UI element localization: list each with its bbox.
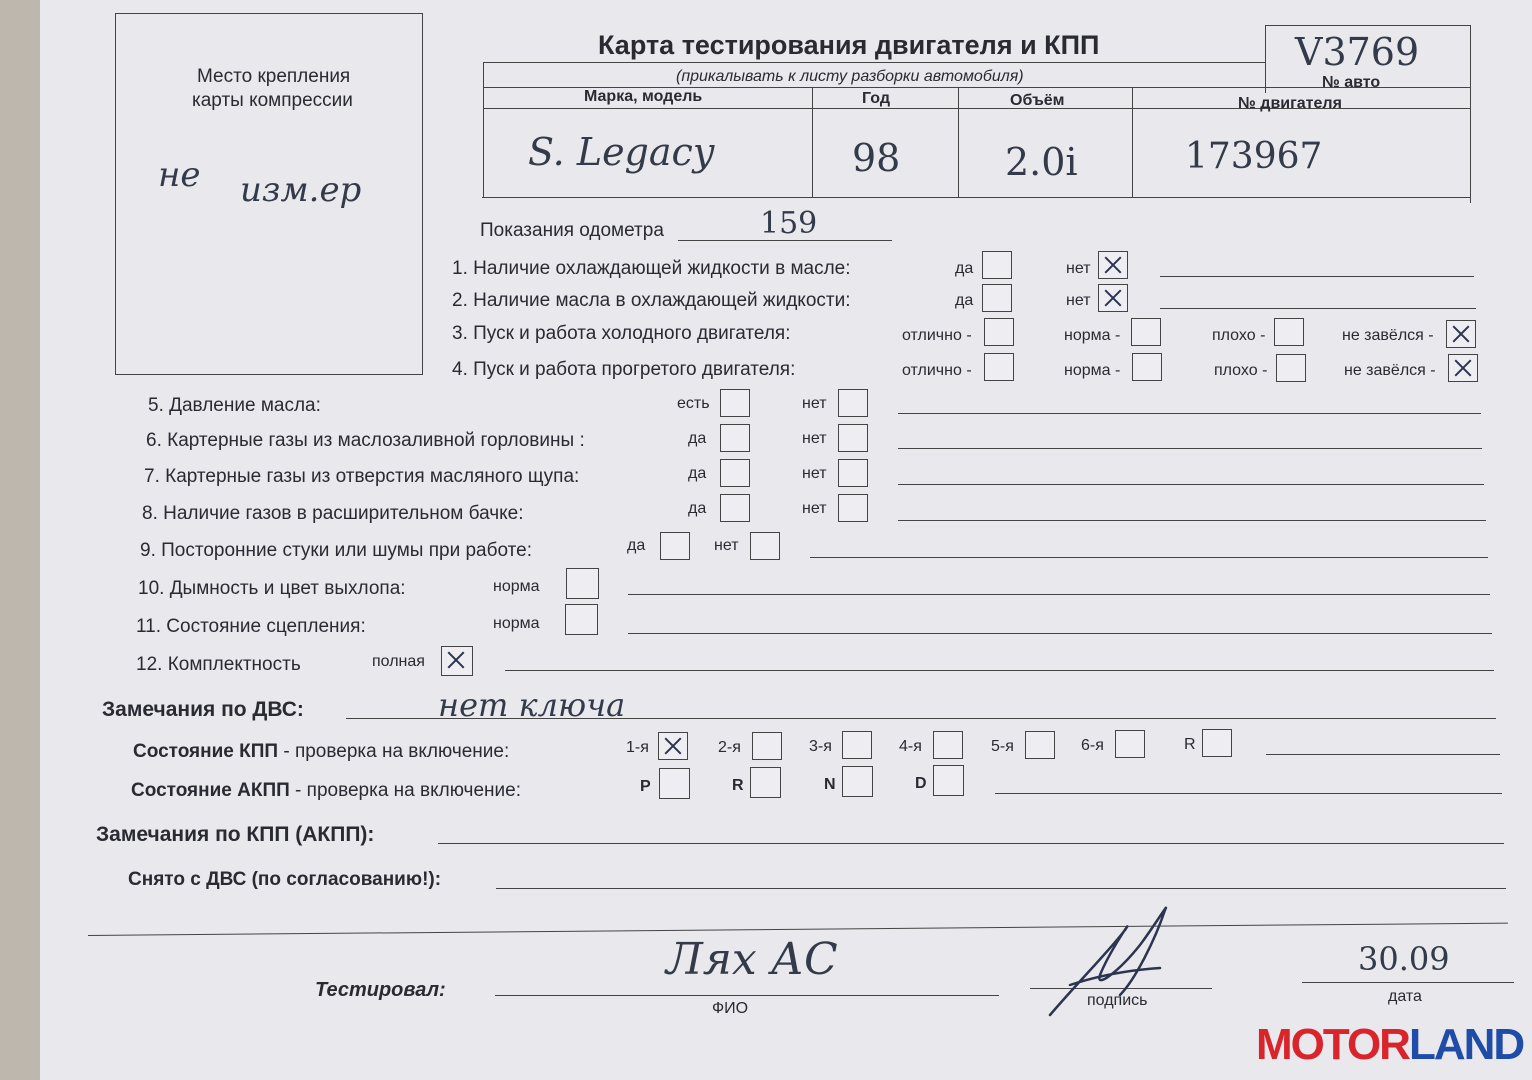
q3-o2-label: норма -	[1064, 327, 1121, 344]
q1-line	[1160, 276, 1474, 277]
q10-label: 10. Дымность и цвет выхлопа:	[138, 578, 406, 599]
q10-checkbox[interactable]	[566, 568, 599, 599]
q8-yes-label: да	[688, 500, 707, 517]
q7-label: 7. Картерные газы из отверстия масляного щупа:	[144, 466, 580, 487]
q6-yes-checkbox[interactable]	[720, 424, 750, 452]
q4-o3-checkbox[interactable]	[1276, 354, 1306, 382]
q8-no-checkbox[interactable]	[838, 494, 868, 522]
q8-line	[898, 520, 1486, 521]
q4-o4-checkbox[interactable]	[1448, 354, 1478, 382]
mode-d-checkbox[interactable]	[933, 765, 964, 796]
odometer-label: Показания одометра	[480, 220, 664, 241]
q6-no-label: нет	[802, 430, 827, 447]
q4-o2-checkbox[interactable]	[1132, 353, 1162, 381]
q5-yes-checkbox[interactable]	[720, 389, 750, 417]
q3-o3-checkbox[interactable]	[1274, 318, 1304, 346]
page-subtitle: (прикалывать к листу разборки автомобиля)	[676, 68, 1024, 85]
mode-r-checkbox[interactable]	[750, 767, 781, 798]
mode-p-label: P	[640, 778, 651, 795]
gear-5-label: 5-я	[991, 738, 1014, 755]
q1-label: 1. Наличие охлаждающей жидкости в масле:	[452, 258, 851, 279]
q12-checkbox[interactable]	[441, 646, 473, 676]
tester-name: Лях АС	[666, 934, 838, 985]
q7-yes-checkbox[interactable]	[720, 459, 750, 487]
q11-line	[628, 633, 1492, 634]
removed-line	[496, 888, 1506, 889]
gear-6-label: 6-я	[1081, 737, 1104, 754]
cell-engine-no: 173967	[1185, 136, 1323, 177]
cell-model: S. Legacy	[528, 130, 715, 174]
date-value: 30.09	[1358, 940, 1450, 978]
date-caption: дата	[1388, 988, 1422, 1005]
q10-line	[628, 594, 1490, 595]
q7-no-checkbox[interactable]	[838, 459, 868, 487]
mode-n-checkbox[interactable]	[842, 766, 873, 797]
table-bottom-line	[482, 197, 1470, 198]
col-header-model: Марка, модель	[584, 88, 703, 105]
kpp-line	[1266, 754, 1500, 755]
q3-o1-label: отлично -	[902, 327, 972, 344]
gear-2-label: 2-я	[718, 739, 741, 756]
q7-yes-label: да	[688, 465, 707, 482]
q4-label: 4. Пуск и работа прогретого двигателя:	[452, 359, 796, 380]
kpp-label: Состояние КПП - проверка на включение:	[133, 741, 510, 762]
col-header-engine-no: № двигателя	[1238, 95, 1342, 112]
q8-label: 8. Наличие газов в расширительном бачке:	[142, 503, 524, 524]
gear-4-checkbox[interactable]	[933, 731, 963, 759]
remarks-kpp-line	[438, 843, 1504, 844]
compression-note-2: изм.ер	[240, 170, 362, 210]
q9-label: 9. Посторонние стуки или шумы при работе:	[140, 540, 532, 561]
q1-yes-checkbox[interactable]	[982, 251, 1012, 279]
odometer-value: 159	[760, 206, 818, 241]
q12-label: 12. Комплектность	[136, 654, 301, 675]
compression-label-1: Место крепления	[197, 66, 351, 87]
gear-5-checkbox[interactable]	[1025, 731, 1055, 759]
col-header-year: Год	[862, 90, 890, 107]
cell-year: 98	[852, 136, 901, 180]
q1-no-label: нет	[1066, 260, 1091, 277]
q2-no-label: нет	[1066, 292, 1091, 309]
signature-caption: подпись	[1087, 992, 1148, 1009]
removed-label: Снято с ДВС (по согласованию!):	[128, 869, 442, 890]
q1-no-checkbox[interactable]	[1098, 251, 1128, 279]
q8-no-label: нет	[802, 500, 827, 517]
name-line	[495, 995, 999, 996]
q4-o3-label: плохо -	[1214, 362, 1268, 379]
q3-o2-checkbox[interactable]	[1131, 318, 1161, 346]
q9-no-checkbox[interactable]	[750, 532, 780, 560]
q9-yes-checkbox[interactable]	[660, 532, 690, 560]
q6-no-checkbox[interactable]	[838, 424, 868, 452]
page-title: Карта тестирования двигателя и КПП	[598, 30, 1100, 60]
gear-r-checkbox[interactable]	[1202, 729, 1232, 757]
remarks-engine-value: нет ключа	[438, 686, 626, 724]
cell-volume: 2.0i	[1005, 140, 1078, 184]
q9-no-label: нет	[714, 537, 739, 554]
q5-no-checkbox[interactable]	[838, 389, 868, 417]
q7-line	[898, 484, 1484, 485]
car-number-label: № авто	[1322, 74, 1381, 91]
q3-label: 3. Пуск и работа холодного двигателя:	[452, 323, 791, 344]
tested-label: Тестировал:	[315, 979, 446, 1001]
compression-note-1: не	[158, 155, 201, 195]
q6-line	[898, 448, 1482, 449]
q5-line	[898, 413, 1481, 414]
table-col-div-2	[958, 87, 959, 197]
table-top-line	[483, 62, 1265, 63]
remarks-engine-label: Замечания по ДВС:	[102, 698, 304, 721]
header-divider	[1265, 25, 1266, 93]
gear-r-label: R	[1184, 736, 1196, 753]
mode-p-checkbox[interactable]	[659, 768, 690, 799]
akpp-label: Состояние АКПП - проверка на включение:	[131, 780, 521, 801]
mode-d-label: D	[915, 775, 927, 792]
q10-opt-label: норма	[493, 578, 540, 595]
name-caption: ФИО	[712, 1000, 749, 1017]
q11-label: 11. Состояние сцепления:	[136, 616, 366, 637]
q2-yes-checkbox[interactable]	[982, 284, 1012, 312]
gear-1-checkbox[interactable]	[658, 732, 688, 760]
q3-o4-checkbox[interactable]	[1446, 320, 1476, 348]
compression-label-2: карты компрессии	[192, 90, 353, 111]
q2-label: 2. Наличие масла в охлаждающей жидкости:	[452, 290, 851, 311]
q9-line	[810, 557, 1488, 558]
q6-yes-label: да	[688, 430, 707, 447]
q2-no-checkbox[interactable]	[1098, 284, 1128, 312]
q3-o4-label: не завёлся -	[1342, 327, 1434, 344]
q1-yes-label: да	[955, 260, 974, 277]
q5-yes-label: есть	[677, 395, 710, 412]
q3-o3-label: плохо -	[1212, 327, 1266, 344]
gear-1-label: 1-я	[626, 739, 649, 756]
gear-3-checkbox[interactable]	[842, 731, 872, 759]
gear-4-label: 4-я	[899, 738, 922, 755]
gear-6-checkbox[interactable]	[1115, 730, 1145, 758]
q9-yes-label: да	[627, 537, 646, 554]
table-left-border	[483, 62, 484, 197]
q11-opt-label: норма	[493, 615, 540, 632]
date-line	[1302, 982, 1514, 983]
akpp-line	[995, 793, 1502, 794]
q12-opt-label: полная	[372, 653, 425, 670]
mode-n-label: N	[824, 776, 836, 793]
remarks-kpp-label: Замечания по КПП (АКПП):	[96, 823, 375, 846]
header-top-line	[1265, 25, 1470, 26]
q2-line	[1160, 308, 1476, 309]
q7-no-label: нет	[802, 465, 827, 482]
table-right-border	[1470, 25, 1471, 203]
q2-yes-label: да	[955, 292, 974, 309]
gear-2-checkbox[interactable]	[752, 732, 782, 760]
q8-yes-checkbox[interactable]	[720, 494, 750, 522]
q11-checkbox[interactable]	[565, 604, 598, 635]
motorland-logo: MOTORLAND	[1256, 1020, 1524, 1069]
q4-o1-checkbox[interactable]	[984, 353, 1014, 381]
car-number-value: V3769	[1295, 30, 1420, 74]
q3-o1-checkbox[interactable]	[984, 318, 1014, 346]
gear-3-label: 3-я	[809, 738, 832, 755]
mode-r-label: R	[732, 777, 744, 794]
q5-no-label: нет	[802, 395, 827, 412]
q5-label: 5. Давление масла:	[148, 395, 321, 416]
col-header-volume: Объём	[1010, 92, 1065, 109]
table-col-div-3	[1132, 87, 1133, 197]
q4-o2-label: норма -	[1064, 362, 1121, 379]
q12-line	[505, 670, 1494, 671]
q4-o1-label: отлично -	[902, 362, 972, 379]
q4-o4-label: не завёлся -	[1344, 362, 1436, 379]
q6-label: 6. Картерные газы из маслозаливной горловины :	[146, 430, 585, 451]
table-col-div-1	[812, 87, 813, 197]
